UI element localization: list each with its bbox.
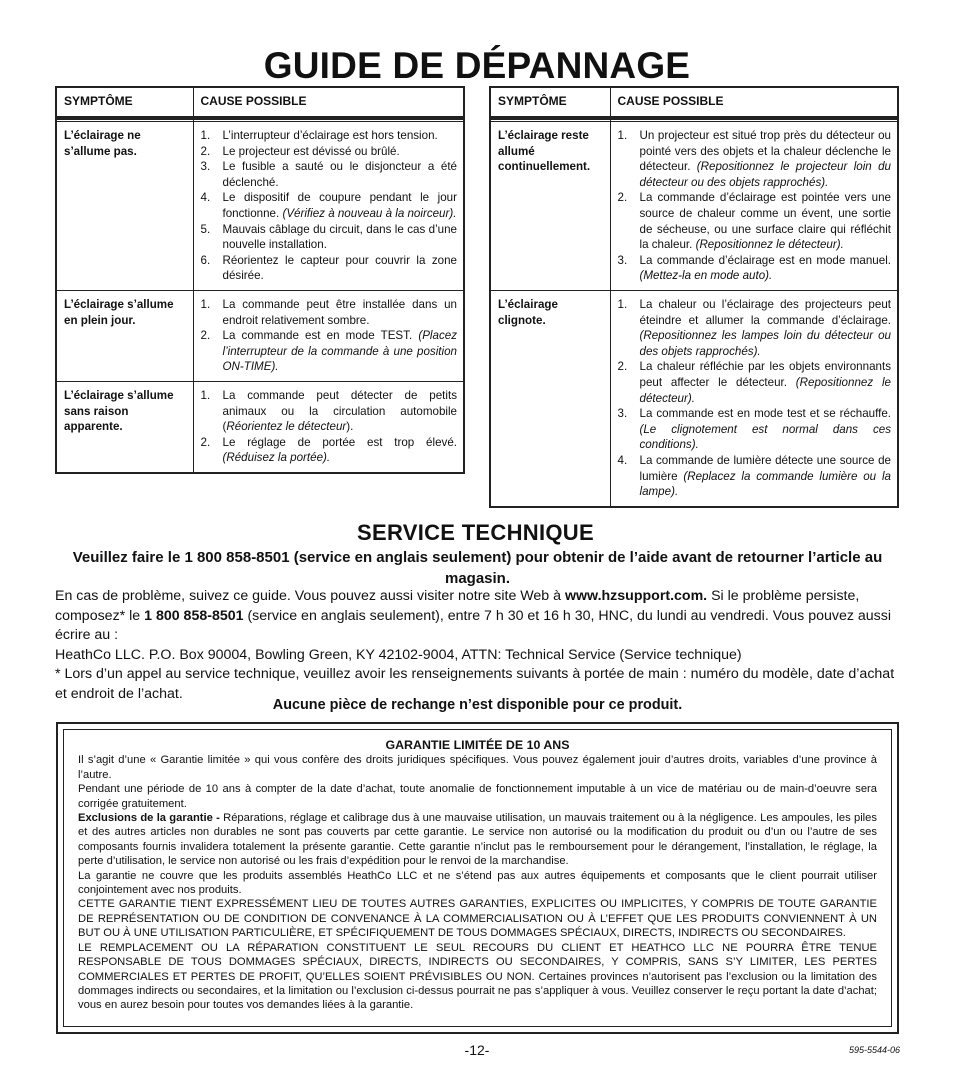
- cause-number: 3.: [617, 407, 628, 421]
- cause-number: 4.: [617, 453, 628, 467]
- cause-text: [640, 190, 892, 252]
- cause-text: [223, 388, 458, 435]
- cause-text: [640, 453, 892, 500]
- cause-header: CAUSE POSSIBLE: [610, 87, 898, 118]
- cause-number: 5.: [200, 222, 211, 236]
- cause-main: Le réglage de portée est trop élevé.: [222, 435, 457, 449]
- cause-main: La commande d’éclairage est pointée vers une source de chaleur comme un évent, une sortie de sécheuse, ou une surface claire qui réfléchit la chaleur.: [639, 191, 891, 252]
- warranty-title: GARANTIE LIMITÉE DE 10 ANS: [385, 738, 570, 752]
- cause-text: [223, 328, 458, 375]
- warranty-box: [56, 722, 899, 1034]
- list-item: [618, 190, 892, 252]
- list-item: [201, 144, 458, 160]
- cause-header: CAUSE POSSIBLE: [193, 87, 464, 118]
- service-paragraph: [55, 587, 900, 646]
- cause-text: [640, 359, 892, 406]
- list-item: [618, 359, 892, 406]
- list-item: [201, 128, 458, 144]
- table-row: [490, 291, 898, 507]
- cause-cell: [193, 122, 464, 291]
- list-item: [201, 388, 458, 435]
- warranty-paragraph: LE REMPLACEMENT OU LA RÉPARATION CONSTITUENT LE SEUL RECOURS DU CLIENT ET HEATHCO LLC NE POURRA ÊTRE TENUE RESPONSABLE DE TOUS DOMMAGES SPÉCIAUX, DIRECTS, INDIRECTS OU SECONDAIRES, Y COMPRIS, SANS S’Y LIMITER, LES PERTES COMMERCIALES ET PERTES DE PROFIT, QU’ELLES SOIENT PRÉVISIBLES OU NON. Certaines provinces n’autorisent pas l’exclusion ou la limitation des dommages indirects ou secondaires, et la limitation ou l’exclusion ci-dessus pourrait ne pas s’appliquer à vous. Veuillez conserver le reçu portant la date d’achat; vous en aurez besoin pour toutes vos demandes liées à la garantie.: [78, 941, 877, 1012]
- cause-remedy: (Repositionnez le détecteur).: [695, 238, 844, 252]
- list-item: [618, 253, 892, 284]
- cause-cell: [193, 291, 464, 382]
- cause-text: [223, 222, 458, 253]
- cause-main: La commande est en mode TEST.: [222, 329, 419, 343]
- cause-number: 1.: [200, 389, 211, 402]
- cause-main: Un projecteur est situé trop près du détecteur ou pointé vers des objets et la chaleur déclenche le détecteur.: [639, 129, 891, 174]
- symptom-header: SYMPTÔME: [56, 87, 193, 118]
- cause-number: 1.: [200, 298, 211, 312]
- list-item: [201, 435, 458, 466]
- cause-main: La commande est en mode test et se réchauffe.: [639, 407, 891, 421]
- list-item: [618, 128, 892, 190]
- list-item: [618, 406, 892, 453]
- list-item: [618, 453, 892, 500]
- cause-number: 2.: [617, 360, 628, 374]
- list-item: [201, 190, 458, 221]
- list-item: [201, 222, 458, 253]
- service-text: Si le problème persiste, composez* le: [55, 588, 860, 624]
- service-text: En cas de problème, suivez ce guide. Vous pouvez aussi visiter notre site Web à: [55, 588, 565, 604]
- cause-remedy: (Replacez la commande lumière ou la lampe).: [639, 469, 891, 499]
- table-row: [490, 122, 898, 291]
- service-body: [55, 587, 900, 704]
- cause-text: [223, 297, 458, 328]
- cause-cell: [610, 122, 898, 291]
- document-code: 595-5544-06: [848, 1045, 900, 1055]
- phone-number: 1 800 858-8501: [144, 607, 244, 624]
- service-footnote: * Lors d’un appel au service technique, veuillez avoir les renseignements suivants à portée de main : numéro du modèle, date d’achat et endroit de l’achat.: [55, 666, 895, 702]
- cause-number: 6.: [200, 253, 211, 267]
- symptom-header: SYMPTÔME: [490, 87, 610, 118]
- symptom-cell: L’éclairage clignote.: [490, 291, 610, 507]
- warranty-paragraph: La garantie ne couvre que les produits assemblés HeathCo LLC et ne s’étend pas aux autres équipements et composants que le client pourrait utiliser conjointement avec nos produits.: [78, 869, 877, 897]
- warranty-paragraph: Il s’agit d’une « Garantie limitée » qui vous confère des droits juridiques spécifiques. Vous pouvez également jouir d’autres droits, variables d’une province à l’autre.: [78, 754, 877, 781]
- cause-remedy: (Placez l’interrupteur de la commande à une position ON-TIME).: [222, 329, 457, 374]
- cause-main: Le fusible a sauté ou le disjoncteur a été déclenché.: [222, 160, 457, 189]
- cause-text: [223, 159, 458, 190]
- list-item: [201, 297, 458, 328]
- cause-number: 1.: [617, 298, 628, 312]
- cause-text: [223, 253, 458, 284]
- cause-main: Réorientez le capteur pour couvrir la zone désirée.: [222, 253, 457, 283]
- cause-text: [223, 144, 458, 160]
- table-row: [56, 122, 464, 291]
- cause-remedy: (Repositionnez les lampes loin du détecteur ou des objets rapprochés).: [639, 329, 891, 358]
- troubleshooting-table-right: [489, 86, 899, 508]
- cause-list: [618, 128, 892, 284]
- cause-remedy: (Repositionnez le projecteur loin du détecteur ou des objets rapprochés).: [639, 160, 891, 189]
- warranty-paragraph: [78, 811, 877, 869]
- symptom-cell: L’éclairage s’allume en plein jour.: [56, 291, 193, 382]
- cause-text: [223, 435, 458, 466]
- service-subtitle: Veuillez faire le 1 800 858-8501 (service en anglais seulement) pour obtenir de l’aide avant de retourner l’article au magasin.: [72, 549, 883, 587]
- cause-main: La commande peut être installée dans un endroit relativement sombre.: [222, 298, 457, 327]
- cause-main: Mauvais câblage du circuit, dans le cas d’une nouvelle installation.: [222, 222, 457, 252]
- website-link[interactable]: www.hzsupport.com.: [564, 588, 708, 604]
- cause-main: La commande d’éclairage est en mode manuel.: [639, 253, 891, 267]
- cause-number: 1.: [617, 129, 628, 143]
- symptom-cell: L’éclairage ne s’allume pas.: [56, 122, 193, 291]
- cause-remedy: Réorientez le détecteur: [226, 420, 347, 434]
- no-parts-note: Aucune pièce de rechange n’est disponible pour ce produit.: [272, 697, 683, 713]
- cause-cell: [610, 291, 898, 507]
- page-title: GUIDE DE DÉPANNAGE: [263, 45, 691, 86]
- cause-number: 2.: [200, 144, 211, 158]
- cause-text: [223, 190, 458, 221]
- cause-text: [640, 297, 892, 359]
- table-row: [56, 291, 464, 382]
- cause-text: [640, 128, 892, 190]
- table-body: [490, 118, 898, 507]
- list-item: [201, 253, 458, 284]
- warranty-exclusions-text: Réparations, réglage et calibrage dus à une mauvaise utilisation, un mauvais traitement ou à la négligence. Les ampoules, les piles et des autres articles non durables ne sont pas couverts par cette garantie. Le service non autorisé ou la modification du produit ou d’un ou l’autre de ses composants fournis invalidera totalement la présente garantie. Cette garantie n’inclut pas le remboursement pour le dérangement, l’installation, le réglage, la perte d’utilisation, le service non autorisé ou les frais d’expédition pour le renvoi de la marchandise.: [78, 812, 877, 868]
- cause-main: Le dispositif de coupure pendant le jour fonctionne.: [222, 191, 457, 221]
- list-item: [201, 159, 458, 190]
- cause-remedy: (Repositionnez le détecteur).: [639, 376, 891, 405]
- warranty-paragraph: Pendant une période de 10 ans à compter de la date d’achat, toute anomalie de fonctionnement imputable à un vice de matériau ou de main-d’oeuvre sera corrigée gratuitement.: [78, 783, 877, 810]
- page-number: -12-: [464, 1042, 490, 1058]
- cause-number: 1.: [200, 129, 211, 143]
- warranty-paragraph: CETTE GARANTIE TIENT EXPRESSÉMENT LIEU DE TOUTES AUTRES GARANTIES, EXPLICITES OU IMPLICITES, Y COMPRIS DE TOUTE GARANTIE DE REPRÉSENTATION OU DE CONDITION DE CONVENANCE À LA COMMERCIALISATION OU À L’EFFET QUE LES PRODUITS CONVIENNENT À UN BUT OU À UNE UTILISATION PARTICULIÈRE, ET SPÉCIFIQUEMENT DE TOUS DOMMAGES SPÉCIAUX, DIRECTS, INDIRECTS OU SECONDAIRES.: [78, 898, 877, 940]
- cause-text: [223, 128, 458, 144]
- cause-number: 4.: [200, 191, 211, 205]
- cause-text: [640, 406, 892, 453]
- table-row: [56, 382, 464, 473]
- cause-number: 3.: [617, 253, 628, 267]
- cause-list: [618, 297, 892, 500]
- service-address: HeathCo LLC. P.O. Box 90004, Bowling Green, KY 42102-9004, ATTN: Technical Service (Service technique): [55, 646, 742, 663]
- cause-remedy: (Vérifiez à nouveau à la noirceur).: [282, 207, 457, 221]
- cause-main: L’interrupteur d’éclairage est hors tension.: [222, 129, 438, 143]
- cause-main: La chaleur réfléchie par les objets environnants peut affecter le détecteur.: [639, 360, 891, 389]
- warranty-exclusions-label: Exclusions de la garantie -: [78, 812, 224, 825]
- cause-main: La commande peut détecter de petits animaux ou la circulation automobile (: [222, 389, 457, 434]
- service-text: (service en anglais seulement), entre 7 h 30 et 16 h 30, HNC, du lundi au vendredi. Vous pouvez aussi écrire au :: [55, 607, 892, 643]
- cause-number: 2.: [617, 191, 628, 205]
- cause-number: 2.: [200, 435, 211, 449]
- cause-main: Le projecteur est dévissé ou brûlé.: [222, 144, 400, 158]
- cause-tail: ).: [346, 420, 354, 434]
- symptom-cell: L’éclairage reste allumé continuellement.: [490, 122, 610, 291]
- cause-cell: [193, 382, 464, 473]
- cause-list: [201, 388, 458, 466]
- service-title: SERVICE TECHNIQUE: [357, 520, 594, 545]
- cause-main: La chaleur ou l’éclairage des projecteurs peut éteindre et allumer la commande d’éclairage.: [639, 298, 891, 327]
- symptom-cell: L’éclairage s’allume sans raison apparente.: [56, 382, 193, 473]
- cause-remedy: (Mettez-la en mode auto).: [639, 269, 773, 283]
- list-item: [201, 328, 458, 375]
- troubleshooting-table-left: [55, 86, 465, 474]
- cause-remedy: (Réduisez la portée).: [222, 451, 331, 465]
- cause-text: [640, 253, 892, 284]
- warranty-inner: [63, 729, 892, 1027]
- cause-remedy: (Le clignotement est normal dans ces conditions).: [639, 422, 891, 452]
- cause-number: 3.: [200, 160, 211, 174]
- cause-number: 2.: [200, 329, 211, 343]
- cause-list: [201, 297, 458, 375]
- table-body: [56, 118, 464, 473]
- list-item: [618, 297, 892, 359]
- cause-list: [201, 128, 458, 284]
- cause-main: La commande de lumière détecte une source de lumière: [639, 453, 891, 483]
